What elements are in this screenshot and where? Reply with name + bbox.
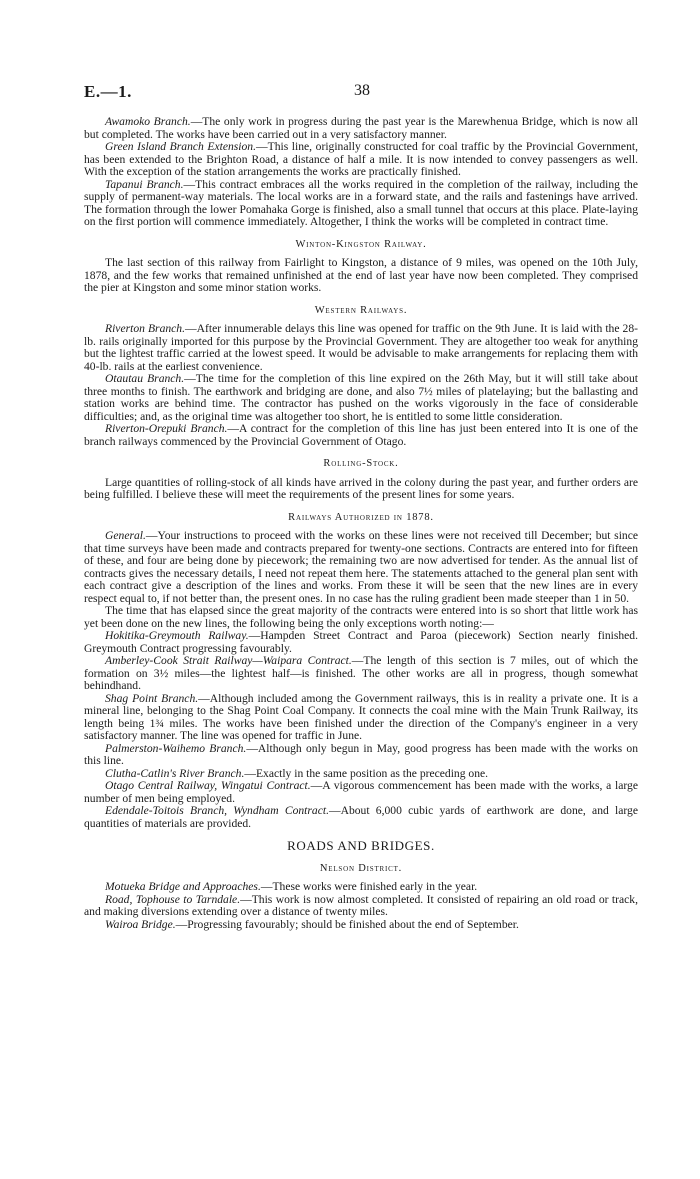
paragraph-lead: Tapanui Branch. (105, 177, 184, 191)
paragraph (84, 630, 638, 655)
section-heading: Western Railways. (314, 304, 408, 316)
paragraph (84, 805, 638, 830)
document-body (84, 116, 638, 931)
paragraph-lead: Riverton-Orepuki Branch. (105, 422, 228, 435)
paragraph-text: —This work is now almost completed. It consisted of repairing an old road or track, and making diversions extending over a distance of twenty miles. (84, 892, 638, 918)
section-heading: Rolling-Stock. (323, 458, 399, 469)
paragraph (84, 743, 638, 768)
paragraph-text: —Exactly in the same position as the preceding one. (244, 766, 489, 780)
section-heading: Winton-Kingston Railway. (295, 238, 427, 250)
major-heading: ROADS AND BRIDGES. (287, 838, 435, 853)
paragraph-text: —This contract embraces all the works required in the completion of the railway, including the supply of permanent-way materials. The local works are in a forward state, and the rails and fastenings have arrived. The formation through the lower Pomahaka Gorge is finished, also a small tunnel that occurs at this place. Plate-laying on the first portion will commence immediately. Altogether, I think the works will be completed in contract time. (84, 177, 638, 228)
paragraph-text: —Although only begun in May, good progress has been made with the works on this line. (84, 741, 638, 767)
paragraph (84, 780, 638, 805)
paragraph-lead: Amberley-Cook Strait Railway—Waipara Contract. (105, 654, 352, 667)
paragraph-text: —About 6,000 cubic yards of earthwork are done, and large quantities of materials are provided. (84, 804, 638, 830)
paragraph (84, 919, 638, 932)
paragraph-lead: Edendale-Toitois Branch, Wyndham Contract. (105, 804, 329, 817)
paragraph-text: —A vigorous commencement has been made with the works, a large number of men being employed. (84, 779, 638, 805)
paragraph (84, 257, 638, 295)
page-header (84, 82, 640, 102)
paragraph-lead: Riverton Branch. (105, 322, 186, 335)
paragraph (84, 423, 638, 448)
parliamentary-paper-code: E.—1. (84, 82, 132, 101)
paragraph (84, 141, 638, 179)
paragraph (84, 323, 638, 373)
paragraph-lead: Awamoko Branch. (105, 115, 191, 128)
paragraph-text: —The only work in progress during the past year is the Marewhenua Bridge, which is now all but completed. The works have been carried out in a very satisfactory manner. (84, 115, 638, 141)
paragraph (84, 655, 638, 693)
paragraph-text: —Although included among the Government railways, this is in reality a private one. It is a mineral line, belonging to the Shag Point Coal Company. It connects the coal mine with the Main Trunk Railway, its length being 1¾ miles. The works have been finished under the direction of the Company's engineer in a very satisfactory manner. The line was opened for traffic in June. (84, 691, 638, 742)
paragraph (84, 116, 638, 141)
paragraph (84, 477, 638, 502)
paragraph-text: Large quantities of rolling-stock of all kinds have arrived in the colony during the past year, and further orders are being fulfilled. I believe these will meet the requirements of the present lines for some years. (84, 475, 638, 501)
paragraph-lead: General. (105, 529, 146, 542)
paragraph (84, 605, 638, 630)
paragraph (84, 894, 638, 919)
paragraph-lead: Palmerston-Waihemo Branch. (105, 741, 247, 755)
paragraph-lead: Road, Tophouse to Tarndale. (105, 892, 241, 906)
paragraph-lead: Otautau Branch. (105, 372, 185, 385)
section-heading: Nelson District. (319, 862, 403, 874)
paragraph (84, 693, 638, 743)
paragraph-lead: Clutha-Catlin's River Branch. (105, 766, 245, 780)
paragraph-text: —Hampden Street Contract and Paroa (piecework) Section nearly finished. Greymouth Contract progressing favourably. (84, 629, 639, 655)
paragraph (84, 530, 638, 605)
paragraph-text: —The time for the completion of this line expired on the 26th May, but it will still take about three months to finish. The earthwork and bridging are done, and also 7½ miles of platelaying; but the ballasting and station works are behind time. The contractor has pushed on the works vigorously in the face of considerable difficulties; and, as the original time was altogether too short, he is entitled to some little consideration. (84, 372, 638, 423)
paragraph-lead: Hokitika-Greymouth Railway. (105, 629, 249, 642)
paragraph-text: —Progressing favourably; should be finished about the end of September. (175, 917, 519, 931)
section-heading: Railways Authorized in 1878. (288, 511, 434, 523)
paragraph (84, 179, 638, 229)
paragraph-lead: Green Island Branch Extension. (105, 140, 257, 153)
paragraph-text: —This line, originally constructed for coal traffic by the Provincial Government, has been extended to the Brighton Road, a distance of half a mile. It is now intended to convey passengers as well. With the exception of the station arrangements the works are practically finished. (84, 140, 638, 178)
paragraph-text: —After innumerable delays this line was opened for traffic on the 9th June. It is laid with the 28-lb. rails originally imported for this purpose by the Provincial Government. They are altogether too weak for anything but the lightest traffic carried at the lowest speed. It would be advisable to make arrangements for replacing them with 40-lb. rails at the earliest convenience. (84, 322, 638, 373)
paragraph-text: —Your instructions to proceed with the works on these lines were not received till December; but since that time surveys have been made and contracts prepared for twenty-one sections. Contracts are entered into for fifteen of these, and four are being done by piecework; the remaining two are now advertised for tender. As the annual list of contracts gives the necessary details, I need not repeat them here. The statements attached to the general plan sent with each contract give a description of the lines and works. From these it will be seen that the new lines are in every respect equal to, if not better than, the present ones. In no case has the ruling gradient been made steeper than 1 in 50. (84, 529, 638, 605)
page-number: 38 (354, 82, 370, 99)
paragraph-text: —A contract for the completion of this line has just been entered into It is one of the branch railways commenced by the Provincial Government of Otago. (84, 422, 638, 448)
paragraph-lead: Motueka Bridge and Approaches. (105, 880, 261, 893)
paragraph-text: —These works were finished early in the year. (260, 880, 478, 893)
paragraph-lead: Wairoa Bridge. (105, 917, 176, 931)
paragraph-lead: Otago Central Railway, Wingatui Contract. (105, 779, 311, 792)
paragraph (84, 373, 638, 423)
paragraph-text: —The length of this section is 7 miles, out of which the formation on 3½ miles—the lightest half—is finished. The other works are all in progress, though somewhat behindhand. (84, 654, 638, 692)
paragraph-text: The time that has elapsed since the great majority of the contracts were entered into is so short that little work has yet been done on the new lines, the following being the only exceptions worth noting:— (84, 604, 638, 630)
paragraph-lead: Shag Point Branch. (105, 691, 199, 705)
paragraph-text: The last section of this railway from Fairlight to Kingston, a distance of 9 miles, was opened on the 10th July, 1878, and the few works that remained unfinished at the end of last year have now been completed. They comprised the pier at Kingston and some minor station works. (84, 256, 638, 294)
